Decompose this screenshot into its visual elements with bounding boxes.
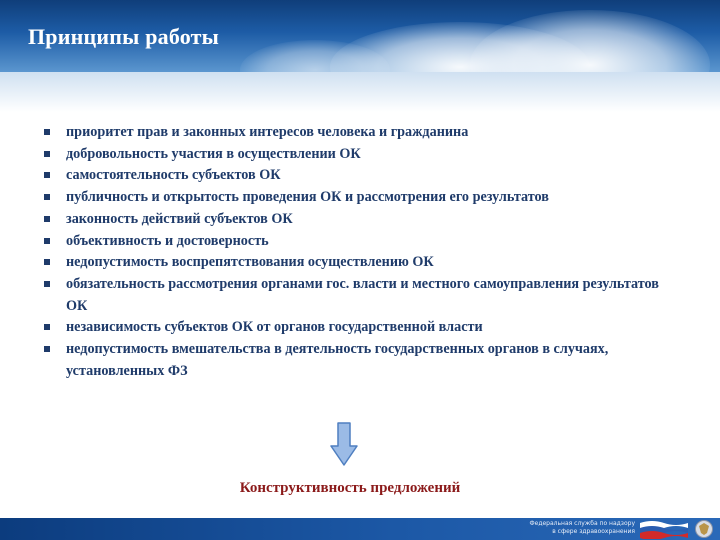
list-item (44, 209, 664, 231)
sky-fade (0, 72, 720, 112)
list-item (44, 187, 664, 209)
list-item-text: приоритет прав и законных интересов человека и гражданина (66, 124, 469, 140)
bullet-marker (44, 129, 50, 135)
list-item-text: недопустимость вмешательства в деятельность государственных органов в случаях, установленных ФЗ (66, 341, 609, 379)
russian-flag-icon (640, 519, 688, 539)
header-banner (0, 0, 720, 72)
list-item-text: публичность и открытость проведения ОК и рассмотрения его результатов (66, 189, 549, 206)
bullet-marker (44, 259, 50, 265)
list-item-text: обязательность рассмотрения органами гос. власти и местного самоуправления результатов ОК (66, 275, 659, 314)
list-item (44, 252, 664, 274)
list-item (44, 274, 664, 317)
list-item (44, 317, 664, 339)
bullet-marker (44, 238, 50, 244)
bullet-marker (44, 324, 50, 330)
cloud-decoration (470, 10, 710, 72)
list-item-text: объективность и достоверность (66, 232, 269, 249)
bullet-marker (44, 216, 50, 222)
footer-bar (0, 518, 720, 540)
footer-line-2: в сфере здравоохранения (552, 528, 635, 535)
coat-of-arms-icon (692, 519, 716, 539)
list-item-text: законность действий субъектов ОК (66, 210, 293, 227)
list-item-text: добровольность участия в осуществлении ОК (66, 145, 361, 162)
bullet-marker (44, 281, 50, 287)
bullet-marker (44, 346, 50, 352)
list-item-text: недопустимость воспрепятствования осуществлению ОК (66, 254, 434, 271)
footer-caption (500, 520, 635, 536)
bullet-marker (44, 172, 50, 178)
slide-title: Принципы работы (28, 24, 220, 49)
list-item (44, 122, 664, 144)
down-arrow-icon (330, 422, 358, 466)
bullet-marker (44, 194, 50, 200)
principles-list (44, 122, 664, 382)
footer-line-1: Федеральная служба по надзору (529, 520, 635, 527)
list-item (44, 165, 664, 187)
list-item (44, 231, 664, 253)
list-item-text: самостоятельность субъектов ОК (66, 167, 281, 184)
list-item (44, 144, 664, 166)
list-item (44, 339, 664, 382)
list-item-text: независимость субъектов ОК от органов государственной власти (66, 319, 483, 336)
conclusion-text: Конструктивность предложений (239, 480, 461, 496)
bullet-marker (44, 151, 50, 157)
